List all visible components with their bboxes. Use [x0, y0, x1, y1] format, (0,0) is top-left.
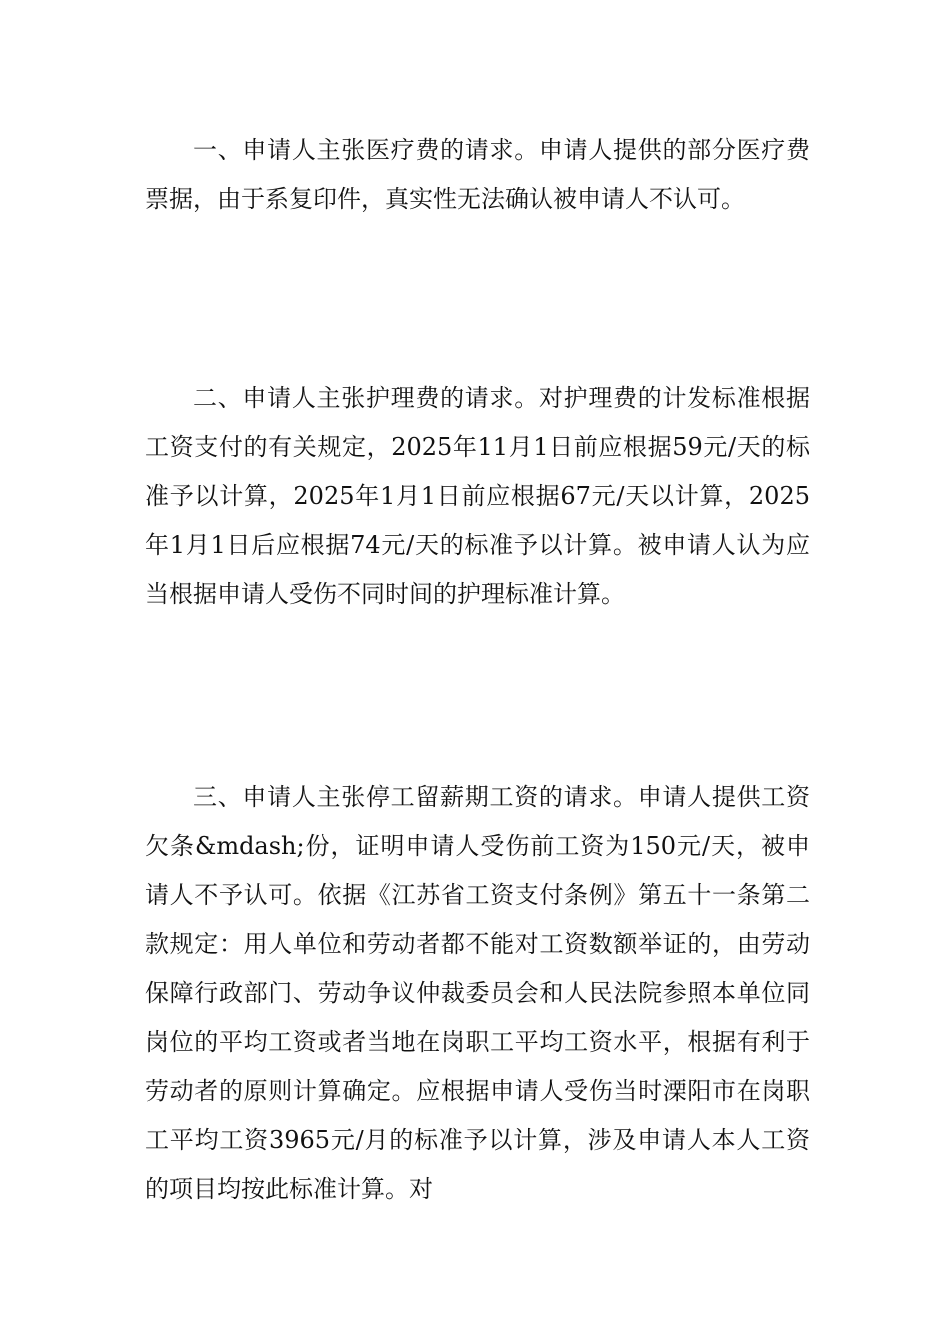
paragraph-medical-fees: 一、申请人主张医疗费的请求。申请人提供的部分医疗费票据，由于系复印件，真实性无法确认被申请人不认可。: [145, 136, 810, 213]
paragraph-nursing-fees: 二、申请人主张护理费的请求。对护理费的计发标准根据工资支付的有关规定，2025年11月1日前应根据59元/天的标准予以计算，2025年1月1日前应根据67元/天以计算，2025年1月1日后应根据74元/天的标准予以计算。被申请人认为应当根据申请人受伤不同时间的护理标准计算。: [145, 384, 810, 608]
paragraph-suspension-wages: 三、申请人主张停工留薪期工资的请求。申请人提供工资欠条&mdash;份，证明申请人受伤前工资为150元/天，被申请人不予认可。依据《江苏省工资支付条例》第五十一条第二款规定：用人单位和劳动者都不能对工资数额举证的，由劳动保障行政部门、劳动争议仲裁委员会和人民法院参照本单位同岗位的平均工资或者当地在岗职工平均工资水平，根据有利于劳动者的原则计算确定。应根据申请人受伤当时溧阳市在岗职工平均工资3965元/月的标准予以计算，涉及申请人本人工资的项目均按此标准计算。对: [145, 783, 810, 1203]
